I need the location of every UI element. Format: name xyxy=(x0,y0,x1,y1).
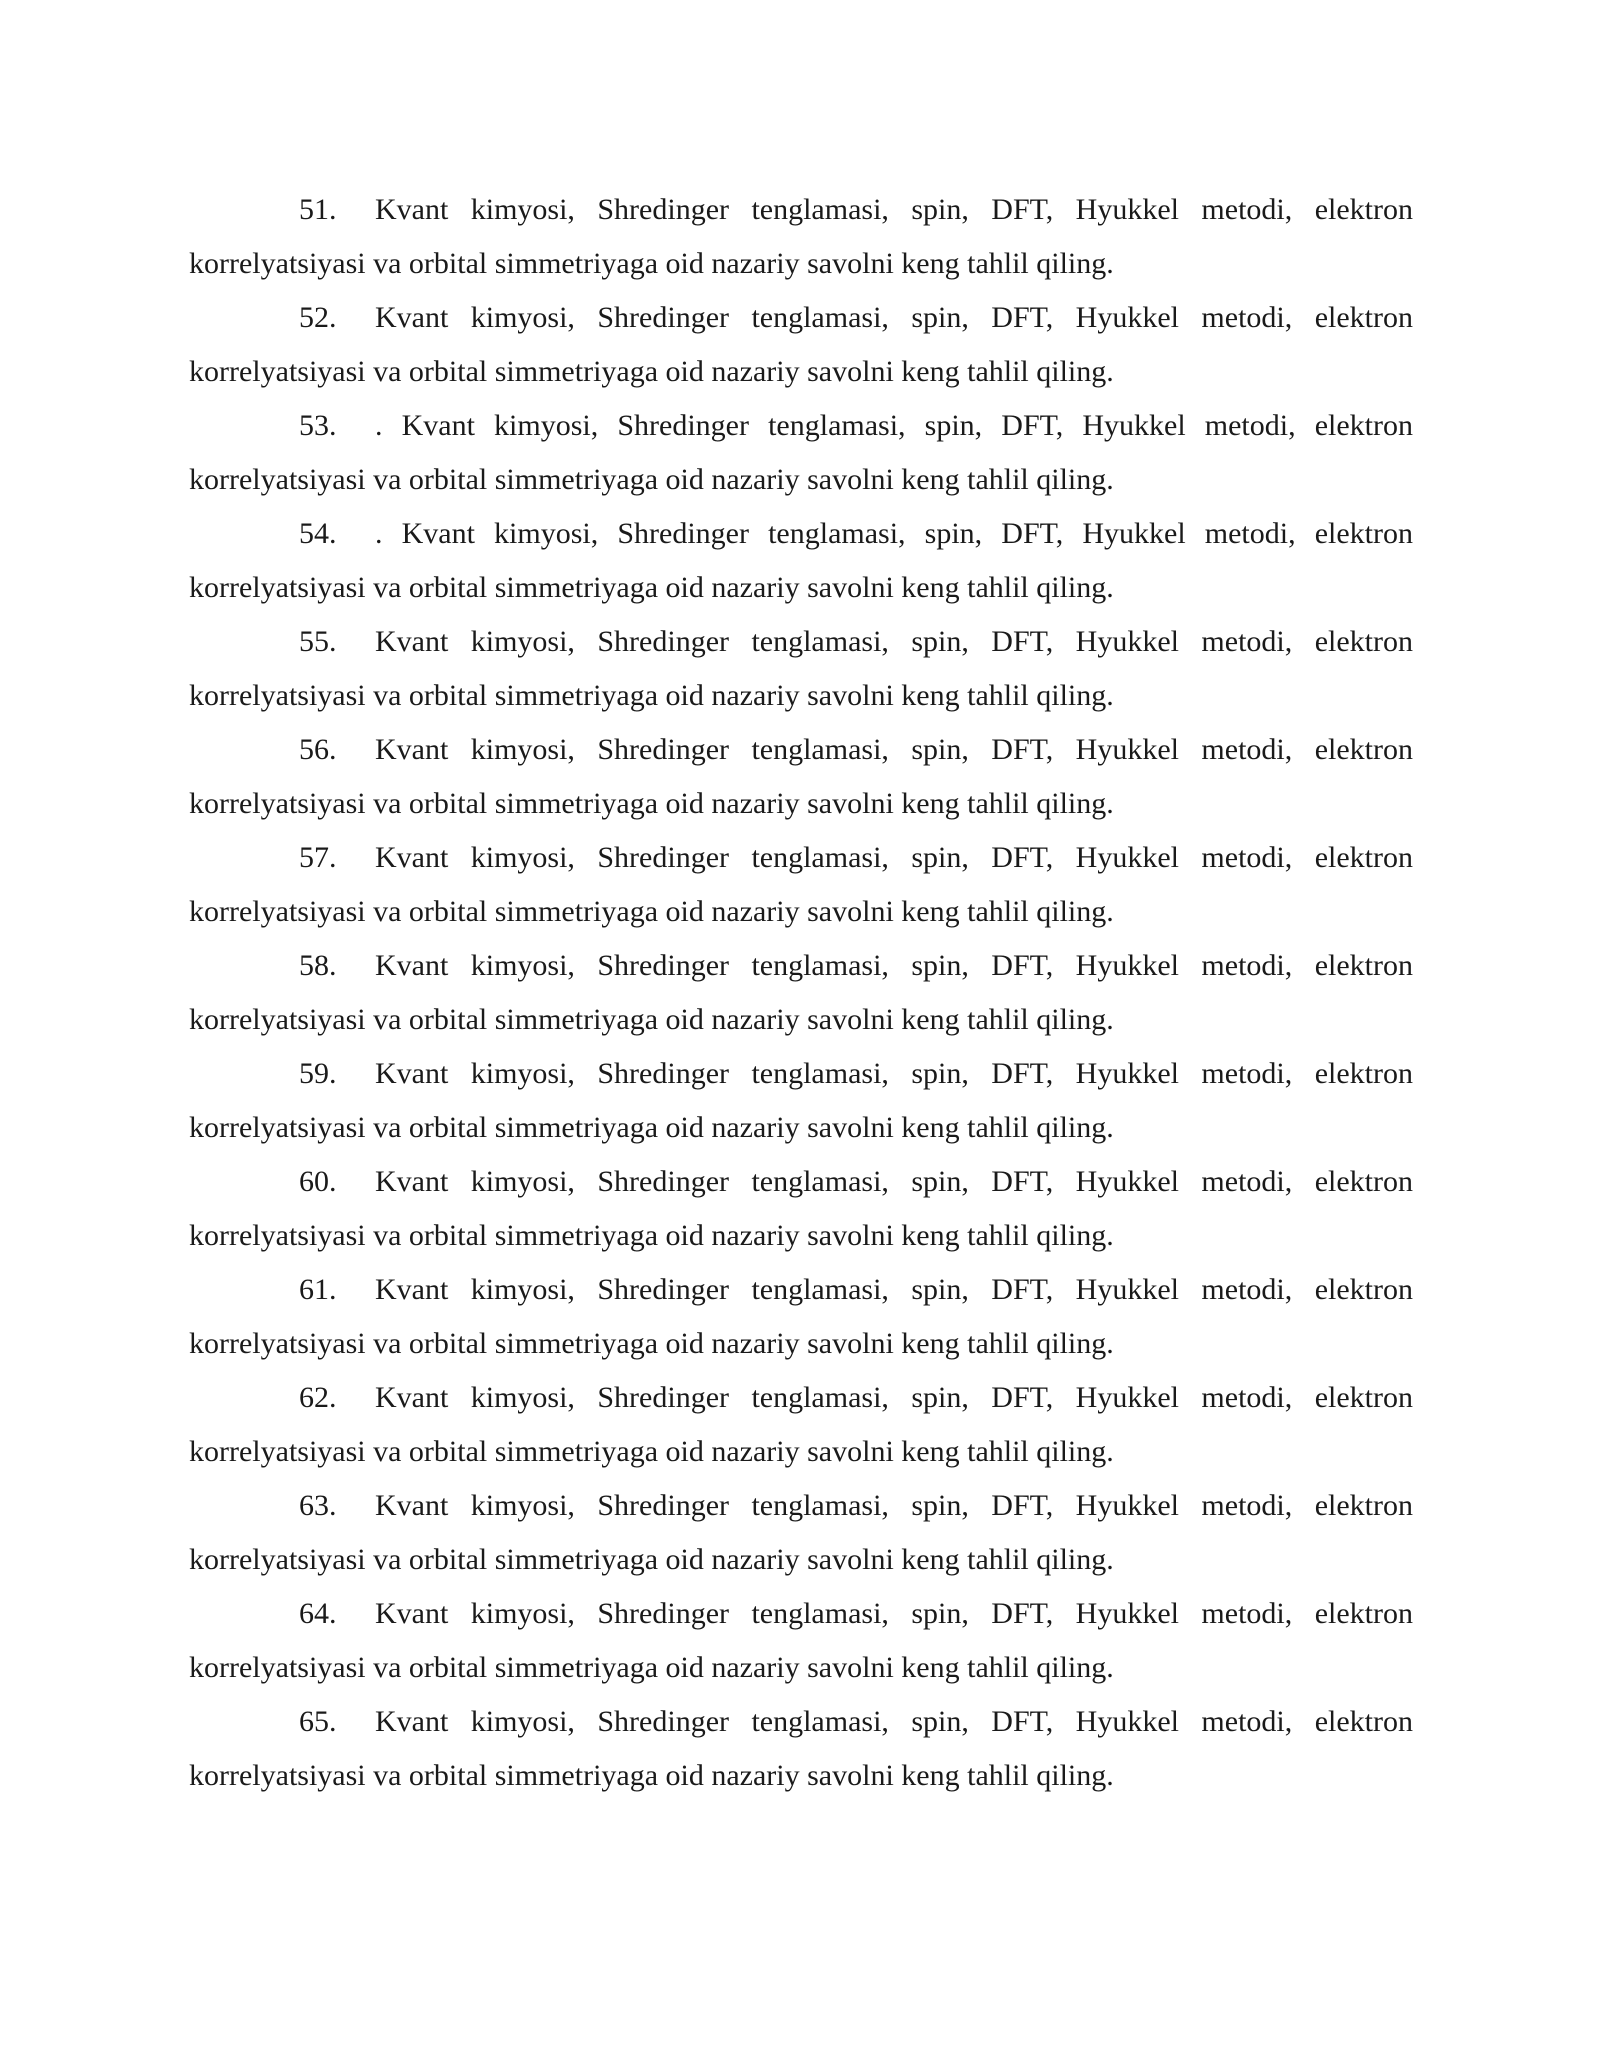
item-text: Kvant kimyosi, Shredinger tenglamasi, spin, DFT, Hyukkel metodi, elektron korrelyatsiyasi va orbital simmetriyaga oid nazariy savolni keng tahlil qiling. xyxy=(189,949,1413,1036)
list-item xyxy=(189,1047,1413,1155)
item-number: 63. xyxy=(299,1489,337,1522)
question-list xyxy=(189,183,1413,1803)
item-number: 56. xyxy=(299,733,337,766)
item-text: . Kvant kimyosi, Shredinger tenglamasi, spin, DFT, Hyukkel metodi, elektron korrelyatsiyasi va orbital simmetriyaga oid nazariy savolni keng tahlil qiling. xyxy=(189,517,1413,604)
item-number: 53. xyxy=(299,409,337,442)
item-number: 60. xyxy=(299,1165,337,1198)
item-text: Kvant kimyosi, Shredinger tenglamasi, spin, DFT, Hyukkel metodi, elektron korrelyatsiyasi va orbital simmetriyaga oid nazariy savolni keng tahlil qiling. xyxy=(189,1597,1413,1684)
list-item xyxy=(189,507,1413,615)
item-number: 64. xyxy=(299,1597,337,1630)
item-text: Kvant kimyosi, Shredinger tenglamasi, spin, DFT, Hyukkel metodi, elektron korrelyatsiyasi va orbital simmetriyaga oid nazariy savolni keng tahlil qiling. xyxy=(189,1489,1413,1576)
item-text: Kvant kimyosi, Shredinger tenglamasi, spin, DFT, Hyukkel metodi, elektron korrelyatsiyasi va orbital simmetriyaga oid nazariy savolni keng tahlil qiling. xyxy=(189,1381,1413,1468)
list-item xyxy=(189,183,1413,291)
item-text: Kvant kimyosi, Shredinger tenglamasi, spin, DFT, Hyukkel metodi, elektron korrelyatsiyasi va orbital simmetriyaga oid nazariy savolni keng tahlil qiling. xyxy=(189,1273,1413,1360)
list-item xyxy=(189,1587,1413,1695)
item-number: 62. xyxy=(299,1381,337,1414)
item-text: Kvant kimyosi, Shredinger tenglamasi, spin, DFT, Hyukkel metodi, elektron korrelyatsiyasi va orbital simmetriyaga oid nazariy savolni keng tahlil qiling. xyxy=(189,625,1413,712)
list-item xyxy=(189,1479,1413,1587)
item-number: 58. xyxy=(299,949,337,982)
item-text: Kvant kimyosi, Shredinger tenglamasi, spin, DFT, Hyukkel metodi, elektron korrelyatsiyasi va orbital simmetriyaga oid nazariy savolni keng tahlil qiling. xyxy=(189,193,1413,280)
list-item xyxy=(189,831,1413,939)
item-text: Kvant kimyosi, Shredinger tenglamasi, spin, DFT, Hyukkel metodi, elektron korrelyatsiyasi va orbital simmetriyaga oid nazariy savolni keng tahlil qiling. xyxy=(189,1165,1413,1252)
list-item xyxy=(189,291,1413,399)
item-number: 65. xyxy=(299,1705,337,1738)
item-text: Kvant kimyosi, Shredinger tenglamasi, spin, DFT, Hyukkel metodi, elektron korrelyatsiyasi va orbital simmetriyaga oid nazariy savolni keng tahlil qiling. xyxy=(189,733,1413,820)
item-number: 51. xyxy=(299,193,337,226)
item-text: Kvant kimyosi, Shredinger tenglamasi, spin, DFT, Hyukkel metodi, elektron korrelyatsiyasi va orbital simmetriyaga oid nazariy savolni keng tahlil qiling. xyxy=(189,301,1413,388)
list-item xyxy=(189,1371,1413,1479)
item-number: 57. xyxy=(299,841,337,874)
list-item xyxy=(189,939,1413,1047)
item-text: Kvant kimyosi, Shredinger tenglamasi, spin, DFT, Hyukkel metodi, elektron korrelyatsiyasi va orbital simmetriyaga oid nazariy savolni keng tahlil qiling. xyxy=(189,1705,1413,1792)
item-text: . Kvant kimyosi, Shredinger tenglamasi, spin, DFT, Hyukkel metodi, elektron korrelyatsiyasi va orbital simmetriyaga oid nazariy savolni keng tahlil qiling. xyxy=(189,409,1413,496)
list-item xyxy=(189,723,1413,831)
item-number: 61. xyxy=(299,1273,337,1306)
list-item xyxy=(189,615,1413,723)
item-number: 52. xyxy=(299,301,337,334)
item-text: Kvant kimyosi, Shredinger tenglamasi, spin, DFT, Hyukkel metodi, elektron korrelyatsiyasi va orbital simmetriyaga oid nazariy savolni keng tahlil qiling. xyxy=(189,1057,1413,1144)
list-item xyxy=(189,1263,1413,1371)
item-number: 54. xyxy=(299,517,337,550)
item-text: Kvant kimyosi, Shredinger tenglamasi, spin, DFT, Hyukkel metodi, elektron korrelyatsiyasi va orbital simmetriyaga oid nazariy savolni keng tahlil qiling. xyxy=(189,841,1413,928)
item-number: 55. xyxy=(299,625,337,658)
list-item xyxy=(189,399,1413,507)
list-item xyxy=(189,1695,1413,1803)
list-item xyxy=(189,1155,1413,1263)
item-number: 59. xyxy=(299,1057,337,1090)
